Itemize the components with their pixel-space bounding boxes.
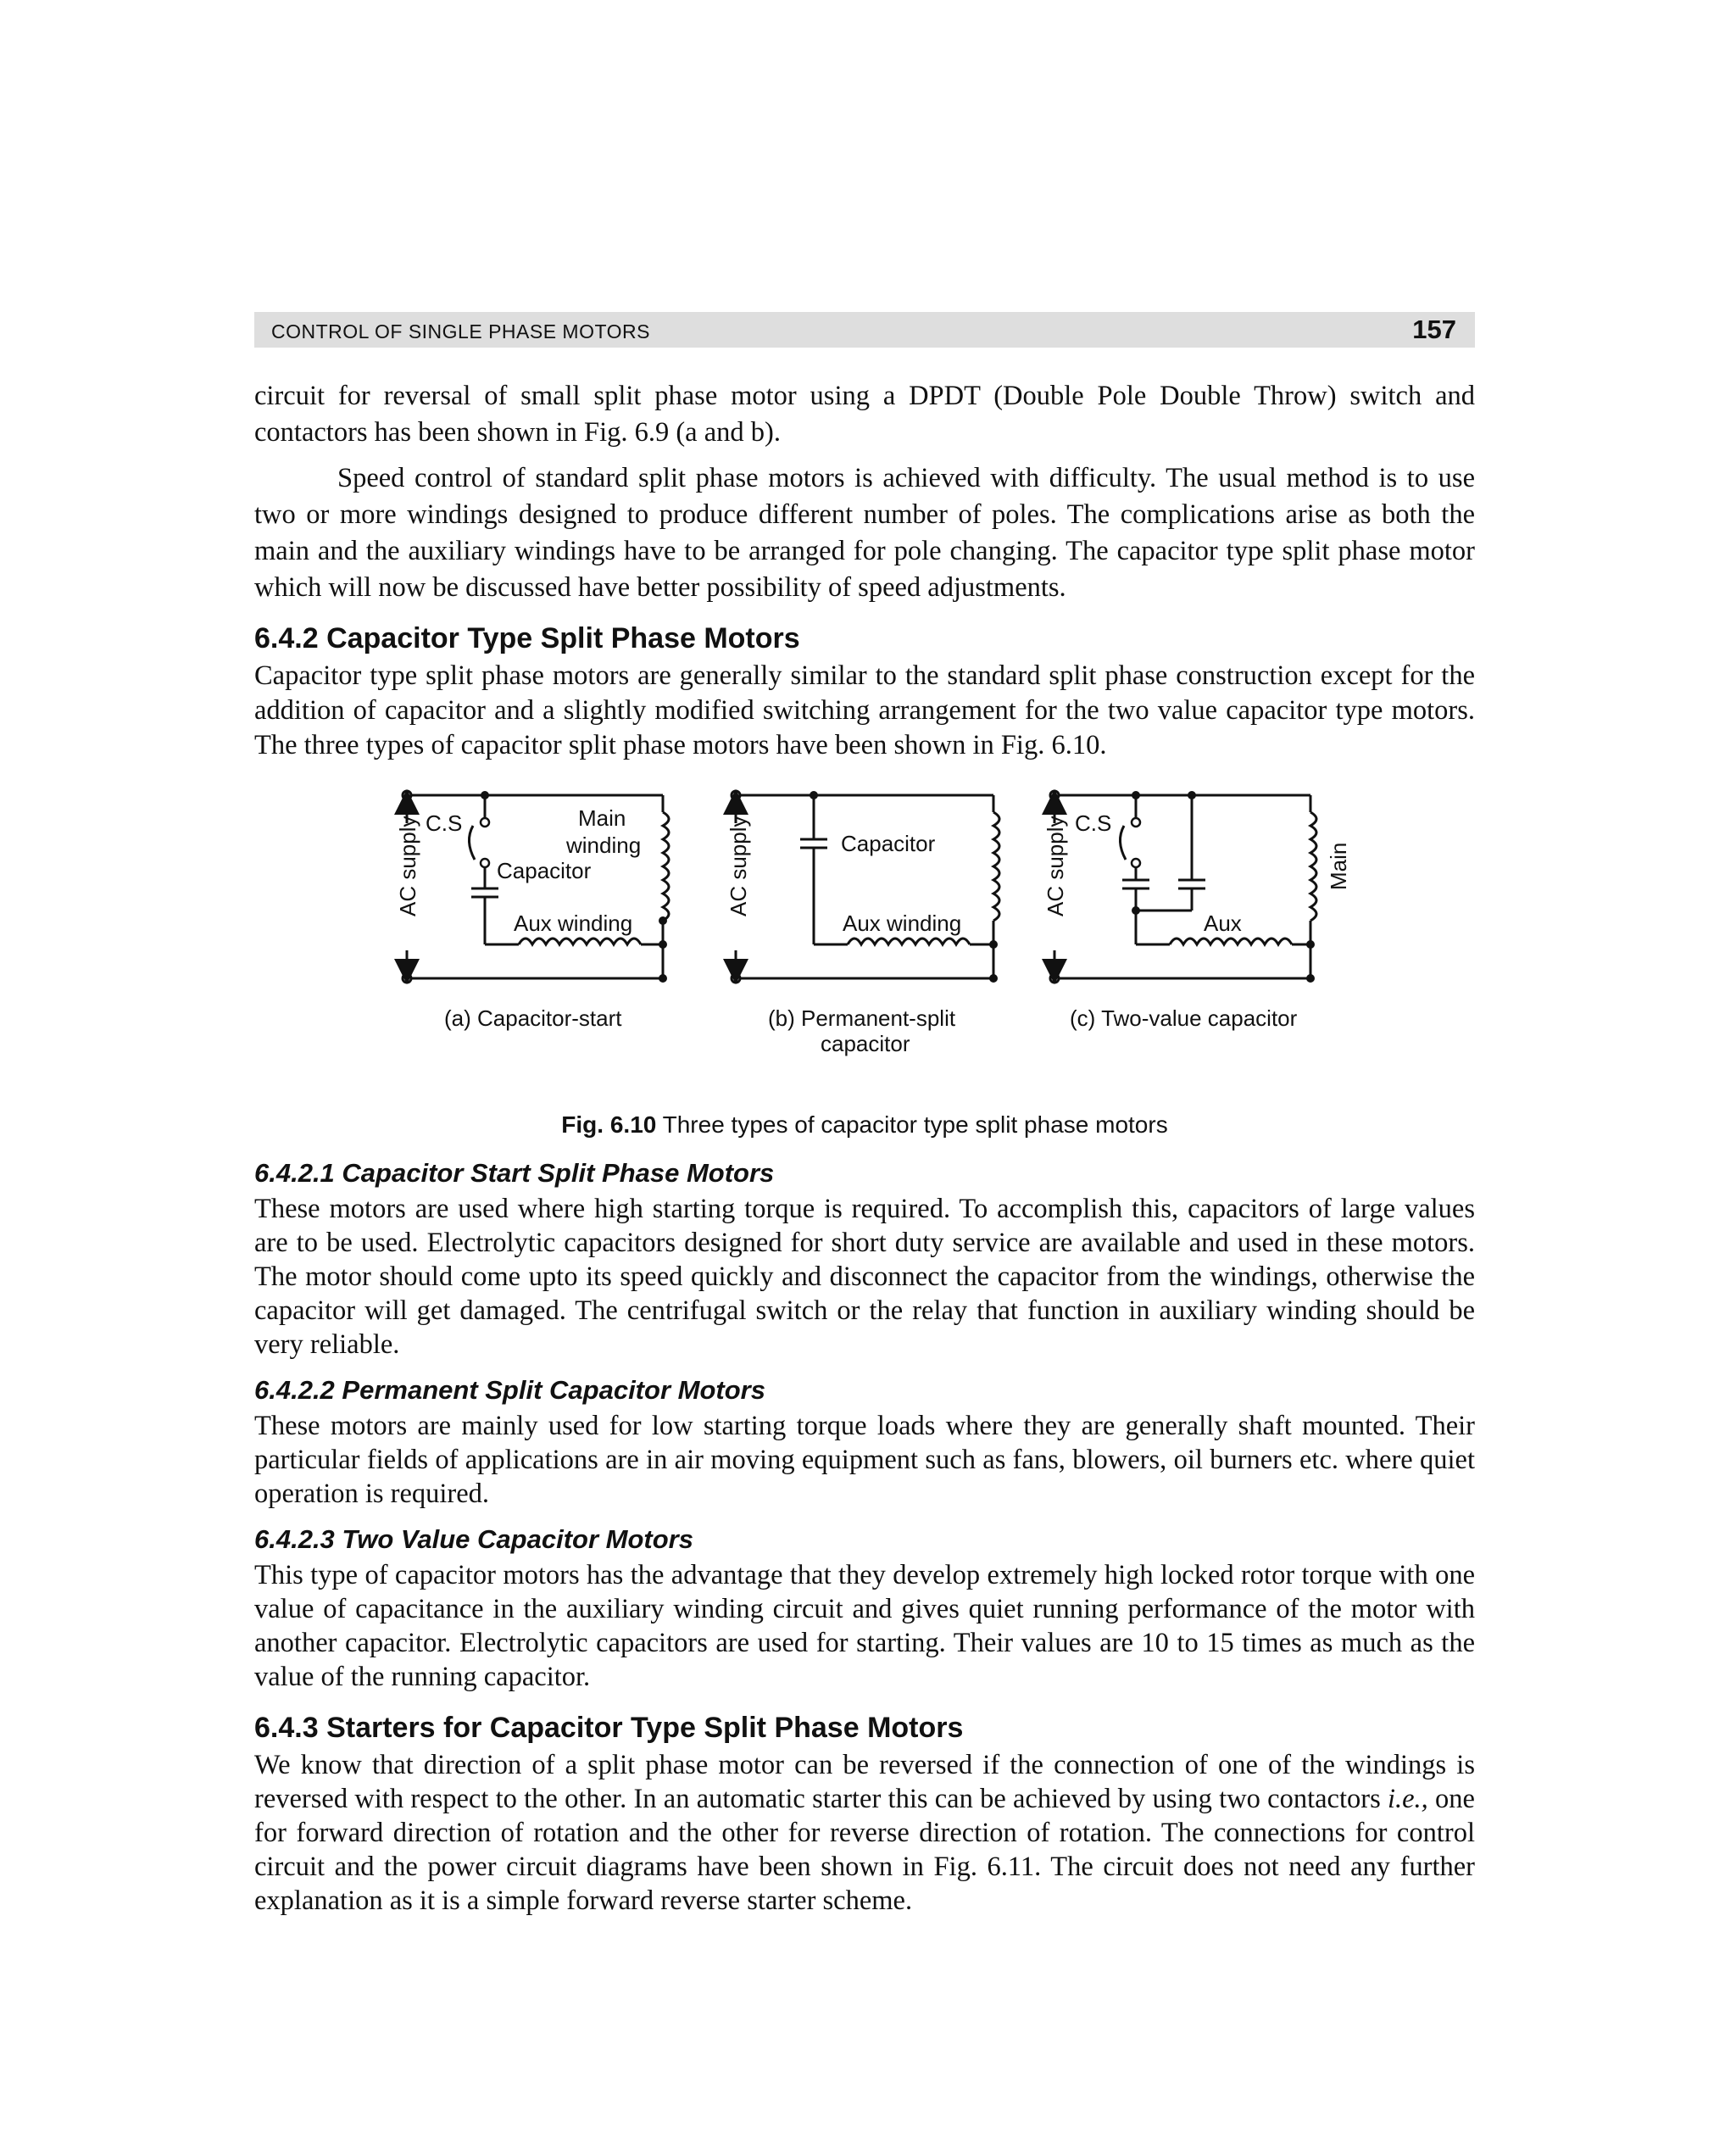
aux-winding-coil: [848, 938, 970, 944]
section-6-4-3-body-part-2: one for forward direction of rotation and the other for reverse direction of rotation. The connections for control circuit and the power circuit diagrams have been shown in Fig. 6.11. The circuit does not need any further explanation as it is a simple forward reverse starter scheme.: [254, 1784, 1475, 1916]
figure-6-10: [254, 785, 1475, 1155]
cs-contact-top: [1132, 818, 1140, 827]
cs-contact-top: [481, 818, 489, 827]
junction: [659, 974, 667, 983]
capacitor-label: Capacitor: [841, 831, 936, 856]
capacitor-label: Capacitor: [497, 858, 592, 883]
intro-paragraph-2: Speed control of standard split phase motors is achieved with difficulty. The usual method is to use two or more windings designed to produce different number of poles. The complications arise as both the main and the auxiliary windings have to be arranged for pole changing. The capacitor type split phase motor which will now be discussed have better possibility of speed adjustments.: [254, 463, 1475, 603]
junction: [1132, 906, 1140, 915]
cs-switch-arc: [1120, 826, 1126, 860]
main-label: Main: [1326, 842, 1351, 890]
subsection-heading-6-4-2-2: 6.4.2.2 Permanent Split Capacitor Motors: [254, 1375, 765, 1405]
terminal-top: [403, 791, 411, 799]
aux-winding-coil: [1170, 938, 1292, 944]
terminal-bottom: [732, 974, 740, 983]
terminal-bottom: [1050, 974, 1059, 983]
subsection-6-4-2-1-body: These motors are used where high starting torque is required. To accomplish this, capacitors of large values are to be used. Electrolytic capacitors designed for short duty service are available and used in these motors. The motor should come upto its speed quickly and disconnect the capacitor from the windings, otherwise the capacitor will get damaged. The centrifugal switch or the relay that function in auxiliary winding should be very reliable.: [254, 1194, 1475, 1360]
figure-caption-text: Three types of capacitor type split phase motors: [662, 1111, 1168, 1138]
main-winding-coil: [663, 812, 669, 921]
page-number: 157: [1412, 315, 1456, 344]
diagram-c-two-value: [1043, 791, 1351, 1031]
subsection-heading-6-4-2-1: 6.4.2.1 Capacitor Start Split Phase Motors: [254, 1158, 775, 1188]
main-winding-coil: [993, 812, 999, 921]
ac-supply-label: AC supply: [726, 816, 751, 916]
figure-label: Fig. 6.10: [561, 1111, 657, 1138]
diagram-b-permanent-split: [726, 791, 999, 1056]
aux-winding-label: Aux winding: [843, 911, 962, 936]
diagram-a-capacitor-start: [395, 791, 669, 1031]
terminal-bottom: [403, 974, 411, 983]
ac-supply-label: AC supply: [1043, 816, 1068, 916]
ac-supply-label: AC supply: [395, 816, 420, 916]
circuit-diagrams: [254, 785, 1475, 1107]
subsection-heading-6-4-2-3: 6.4.2.3 Two Value Capacitor Motors: [254, 1524, 693, 1554]
caption-b-line-2: capacitor: [821, 1031, 910, 1056]
cs-contact-bottom: [1132, 859, 1140, 867]
section-6-4-3-body: [254, 1748, 1475, 1918]
aux-label: Aux: [1204, 911, 1242, 936]
main-winding-coil: [1310, 812, 1316, 921]
cs-label: C.S: [426, 810, 463, 836]
junction: [1306, 974, 1315, 983]
section-6-4-2-body: Capacitor type split phase motors are generally similar to the standard split phase construction except for the addition of capacitor and a slightly modified switching arrangement for the two value capacitor type motors. The three types of capacitor split phase motors have been shown in Fig. 6.10.: [254, 660, 1475, 760]
main-label-1: Main: [578, 805, 626, 831]
caption-c: (c) Two-value capacitor: [1070, 1005, 1298, 1031]
section-heading-6-4-2: 6.4.2 Capacitor Type Split Phase Motors: [254, 622, 800, 654]
cs-switch-arc: [469, 826, 475, 860]
running-head: [254, 312, 1475, 348]
subsection-6-4-2-2-body: These motors are mainly used for low starting torque loads where they are generally shaft mounted. Their particular fields of applications are in air moving equipment such as fans, blowers, oil burners etc. where quiet operation is required.: [254, 1411, 1475, 1509]
junction: [659, 940, 667, 949]
aux-winding-label: Aux winding: [514, 911, 633, 936]
junction: [659, 916, 667, 925]
subsection-6-4-2-3-body: This type of capacitor motors has the advantage that they develop extremely high locked rotor torque with one value of capacitance in the auxiliary winding circuit and gives quiet running performance of the motor with another capacitor. Electrolytic capacitors are used for starting. Their values are 10 to 15 times as much as the value of the running capacitor.: [254, 1560, 1475, 1692]
cs-contact-bottom: [481, 859, 489, 867]
intro-paragraph-1: circuit for reversal of small split phase motor using a DPDT (Double Pole Double Throw) switch and contactors has been shown in Fig. 6.9 (a and b).: [254, 381, 1475, 448]
page: [254, 312, 1475, 1918]
terminal-top: [1050, 791, 1059, 799]
aux-winding-coil: [519, 938, 641, 944]
section-6-4-3-body-part-1: We know that direction of a split phase motor can be reversed if the connection of one of the windings is reversed with respect to the other. In an automatic starter this can be achieved by using two contactors: [254, 1750, 1475, 1814]
ie-abbreviation: i.e.,: [1387, 1784, 1428, 1814]
junction: [989, 974, 998, 983]
cs-label: C.S: [1075, 810, 1112, 836]
running-head-title: CONTROL OF SINGLE PHASE MOTORS: [271, 320, 650, 343]
main-label-2: winding: [566, 833, 642, 858]
caption-b-line-1: (b) Permanent-split: [768, 1005, 956, 1031]
section-heading-6-4-3: 6.4.3 Starters for Capacitor Type Split Phase Motors: [254, 1712, 964, 1744]
caption-a: (a) Capacitor-start: [444, 1005, 622, 1031]
figure-caption: [254, 1111, 1475, 1139]
terminal-top: [732, 791, 740, 799]
